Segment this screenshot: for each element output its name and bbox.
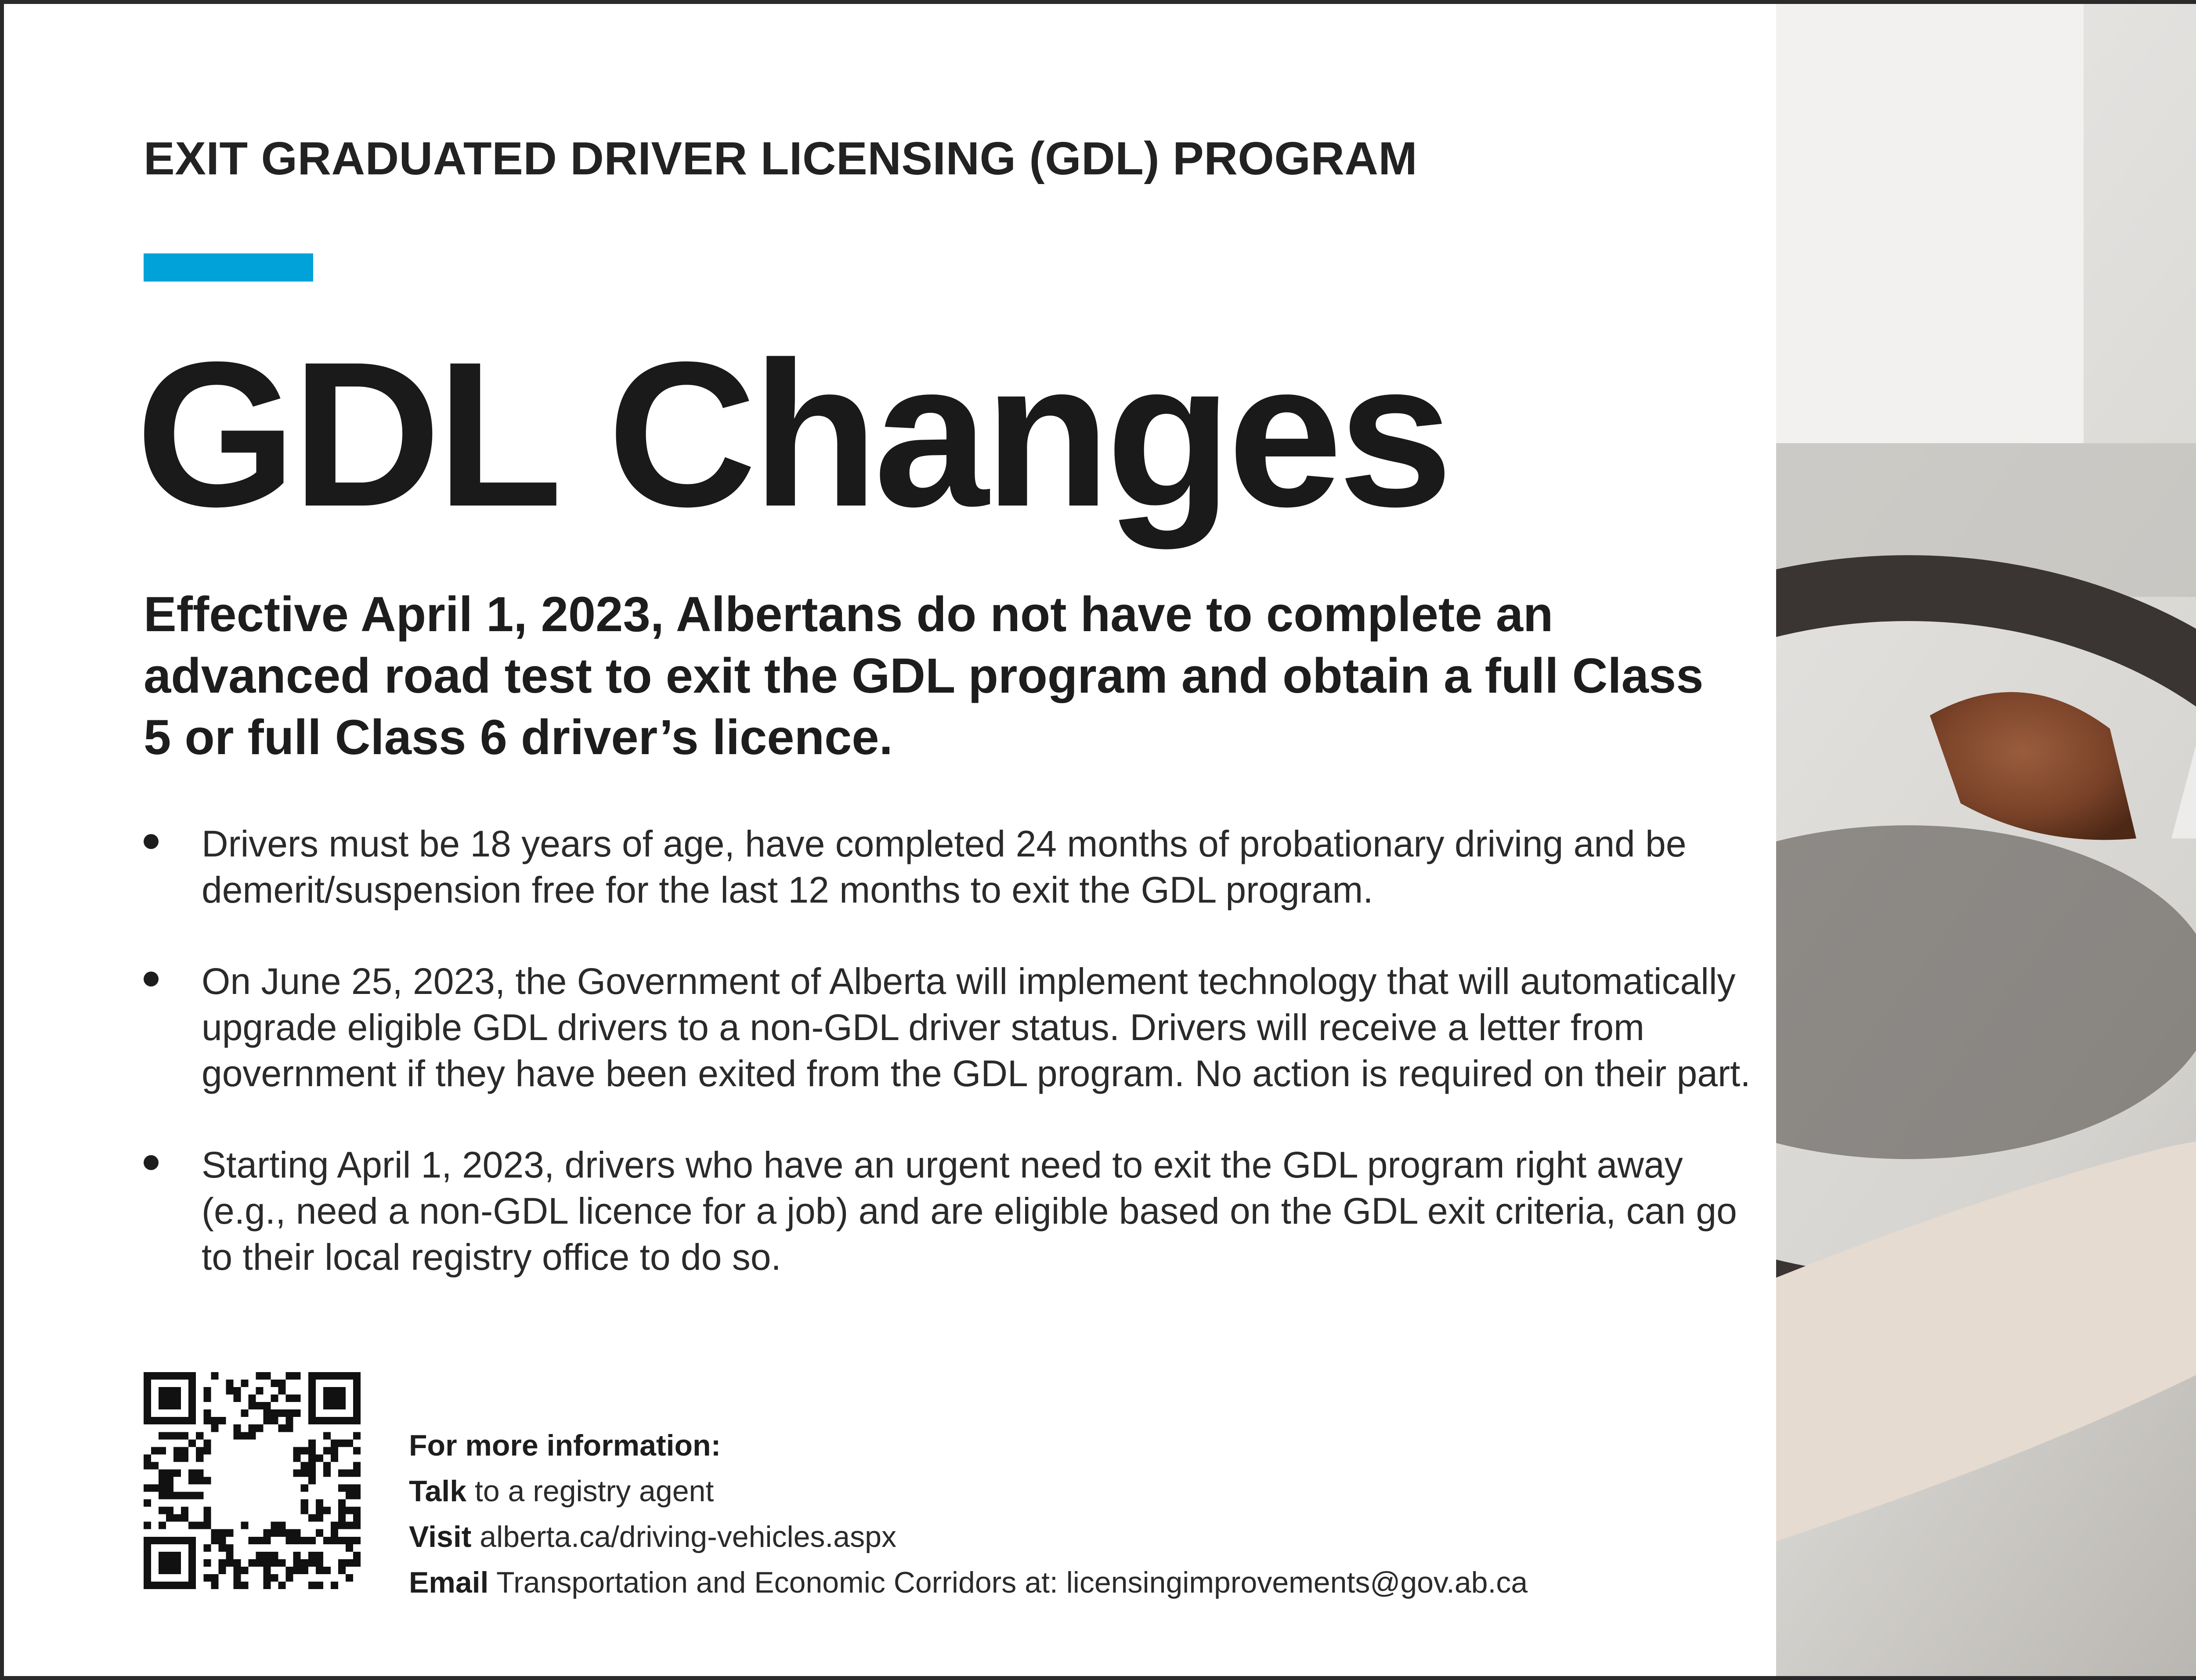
talk-label: Talk xyxy=(409,1474,467,1508)
accent-bar xyxy=(144,253,313,282)
page-title: GDL Changes xyxy=(136,319,1449,549)
visit-link[interactable]: alberta.ca/driving-vehicles.aspx xyxy=(471,1520,896,1554)
email-label: Email xyxy=(409,1566,489,1599)
bullet-text: Starting April 1, 2023, drivers who have an urgent need to exit the GDL program right away (e.g., need a non-GDL licence for a job) and are eligible based on the GDL exit criteria, can go to their local registry office to do so. xyxy=(202,1144,1737,1278)
bullet-text: Drivers must be 18 years of age, have completed 24 months of probationary driving and be demerit/suspension free for the last 12 months to exit the GDL program. xyxy=(202,823,1687,910)
text-panel xyxy=(4,4,1776,1680)
eyebrow-heading: EXIT GRADUATED DRIVER LICENSING (GDL) PROGRAM xyxy=(144,133,1418,184)
info-email xyxy=(409,1560,1770,1605)
lead-paragraph: Effective April 1, 2023, Albertans do not have to complete an advanced road test to exit the GDL program and obtain a full Class 5 or full Class 6 driver’s licence. xyxy=(144,587,1704,765)
list-item xyxy=(144,958,1751,1097)
more-info xyxy=(409,1423,1770,1605)
info-visit xyxy=(409,1514,1770,1560)
bullet-icon xyxy=(144,972,159,986)
driver-photo xyxy=(1776,4,2196,1680)
bullet-list xyxy=(144,821,1751,1326)
list-item xyxy=(144,821,1751,913)
visit-label: Visit xyxy=(409,1520,472,1554)
info-talk xyxy=(409,1468,1770,1514)
info-heading: For more information: xyxy=(409,1429,721,1462)
photo-illustration xyxy=(1776,4,2196,1680)
qr-code-icon[interactable] xyxy=(144,1372,361,1589)
email-link[interactable]: Transportation and Economic Corridors at: licensingimprovements@gov.ab.ca xyxy=(488,1566,1528,1599)
list-item xyxy=(144,1142,1751,1280)
bullet-text: On June 25, 2023, the Government of Alberta will implement technology that will automatically upgrade eligible GDL drivers to a non-GDL driver status. Drivers will receive a letter from government if they have been exited from the GDL program. No action is required on their part. xyxy=(202,961,1751,1094)
bullet-icon xyxy=(144,1155,159,1170)
talk-text: to a registry agent xyxy=(466,1474,714,1508)
bullet-icon xyxy=(144,834,159,849)
